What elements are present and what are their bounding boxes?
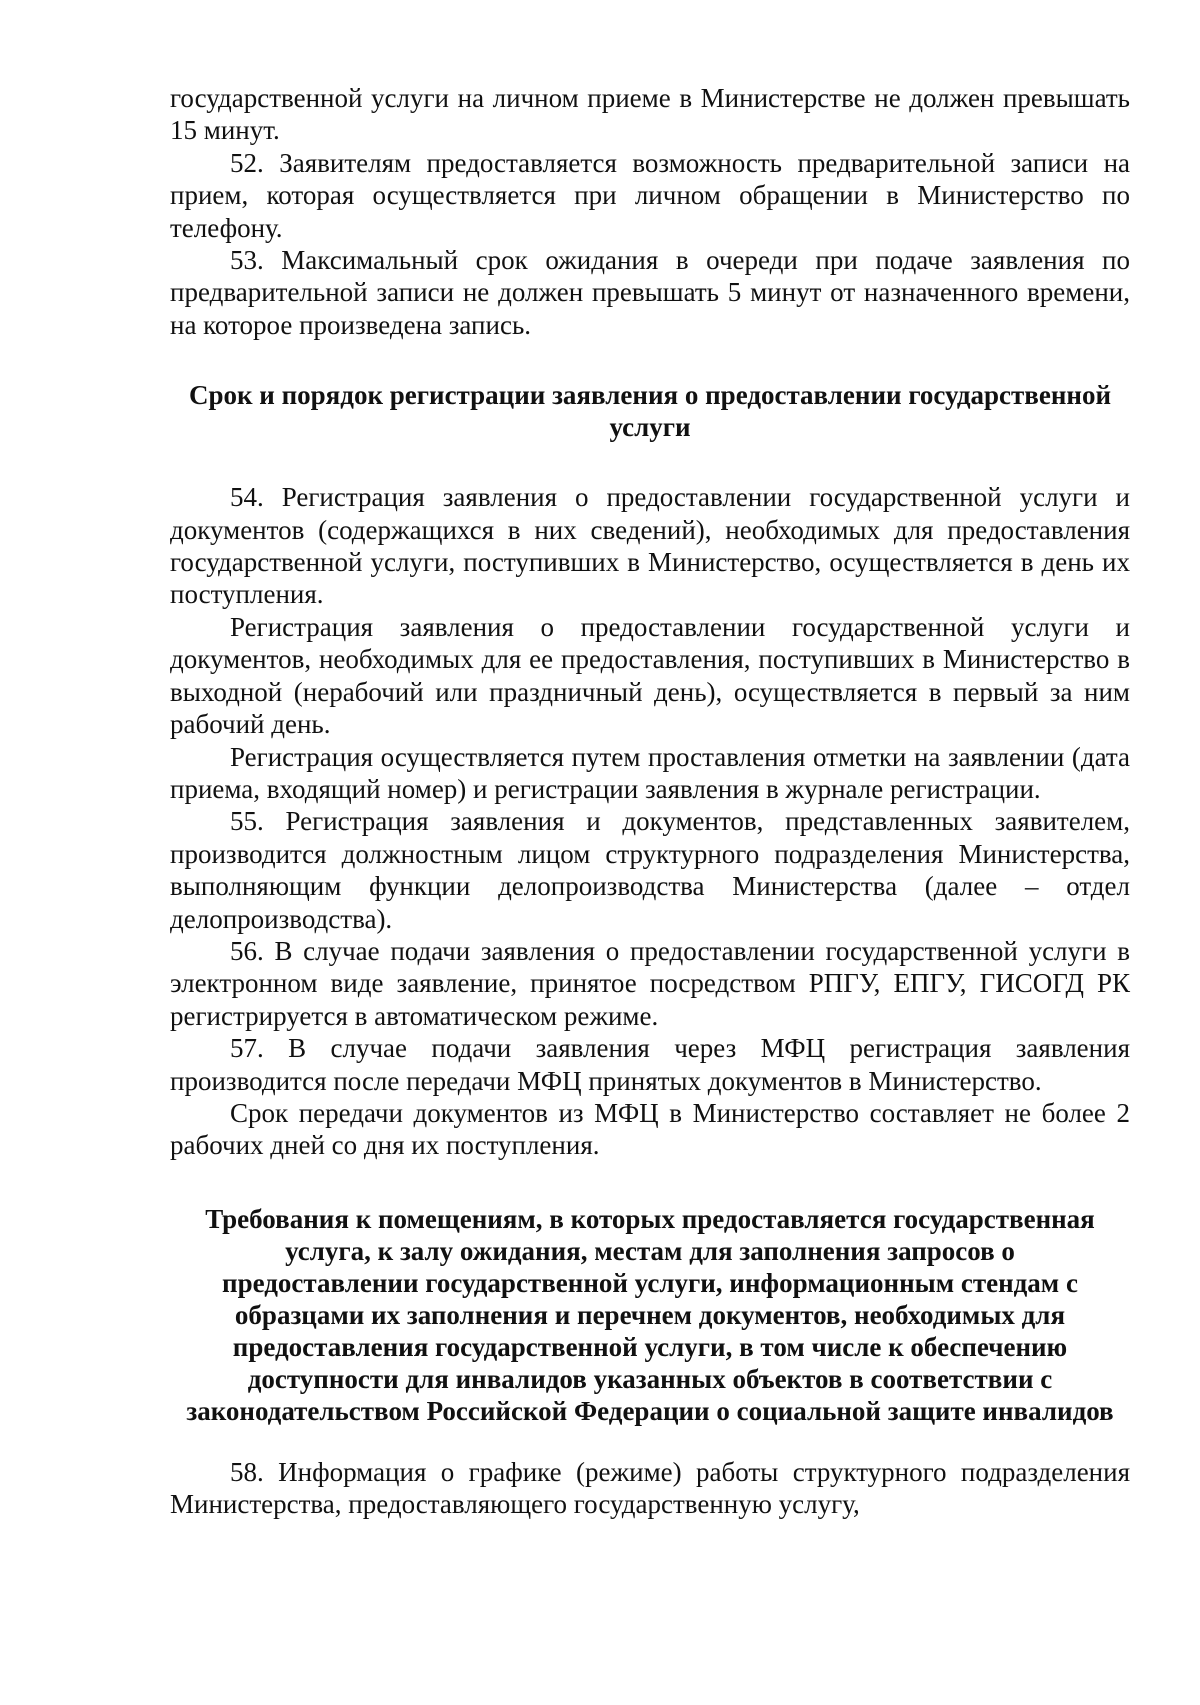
paragraph-55: 55. Регистрация заявления и документов, представленных заявителем, производится должностным лицом структурного подразделения Министерства, выполняющим функции делопроизводства Министерства (далее – отдел делопроизводства). xyxy=(170,806,1130,934)
document-page xyxy=(170,82,1130,1521)
paragraph-service-time-continued: государственной услуги на личном приеме в Министерстве не должен превышать 15 минут. xyxy=(170,83,1130,146)
paragraph-53: 53. Максимальный срок ожидания в очереди при подаче заявления по предварительной записи не должен превышать 5 минут от назначенного времени, на которое произведена запись. xyxy=(170,245,1130,340)
paragraph-holiday-registration: Регистрация заявления о предоставлении государственной услуги и документов, необходимых для ее предоставления, поступивших в Министерство в выходной (нерабочий или праздничный день), осуществляется в первый за ним рабочий день. xyxy=(170,611,1130,740)
paragraph-54: 54. Регистрация заявления о предоставлении государственной услуги и документов (содержащихся в них сведений), необходимых для предоставления государственной услуги, поступивших в Министерство, осуществляется в день их поступления. xyxy=(170,482,1130,610)
section-heading-premises: Требования к помещениям, в которых предоставляется государственная услуга, к залу ожидания, местам для заполнения запросов о предоставлении государственной услуги, информационным стендам с образцами их заполнения и перечнем документов, необходимых для предоставления государственной услуги, в том числе к обеспечению доступности для инвалидов указанных объектов в соответствии с законодательством Российской Федерации о социальной защите инвалидов xyxy=(186,1203,1114,1426)
paragraph-transfer-term: Срок передачи документов из МФЦ в Министерство составляет не более 2 рабочих дней со дня их поступления. xyxy=(170,1097,1130,1161)
paragraph-58: 58. Информация о графике (режиме) работы структурного подразделения Министерства, предоставляющего государственную услугу, xyxy=(170,1456,1130,1520)
paragraph-56: 56. В случае подачи заявления о предоставлении государственной услуги в электронном виде заявление, принятое посредством РПГУ, ЕПГУ, ГИСОГД РК регистрируется в автоматическом режиме. xyxy=(170,935,1130,1031)
registration-section xyxy=(170,481,1130,1162)
paragraph-registration-method: Регистрация осуществляется путем проставления отметки на заявлении (дата приема, входящий номер) и регистрации заявления в журнале регистрации. xyxy=(170,741,1130,804)
paragraph-52: 52. Заявителям предоставляется возможность предварительной записи на прием, которая осуществляется при личном обращении в Министерство по телефону. xyxy=(170,147,1130,243)
section-heading-registration: Срок и порядок регистрации заявления о предоставлении государственной услуги xyxy=(188,380,1112,443)
premises-section xyxy=(170,1456,1130,1521)
paragraph-57: 57. В случае подачи заявления через МФЦ регистрация заявления производится после передачи МФЦ принятых документов в Министерство. xyxy=(170,1033,1130,1096)
